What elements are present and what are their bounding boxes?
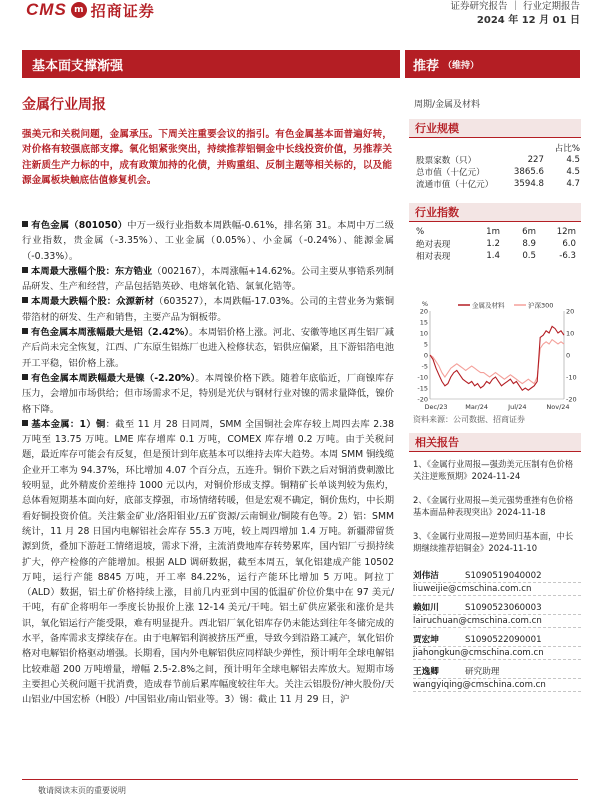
page-title: 金属行业周报 (22, 97, 106, 113)
chart-x-tick: Mar/24 (465, 403, 489, 411)
chart-series-line (430, 326, 564, 390)
chart-y-tick-left: -15 (417, 384, 428, 393)
bullet-square-icon (22, 328, 28, 334)
chart-legend-label: 沪深300 (528, 301, 554, 310)
chart-x-tick: Nov/24 (546, 403, 570, 411)
chart-y-tick-right: -10 (566, 373, 577, 382)
report-date: 2024 年 12 月 01 日 (476, 15, 580, 26)
footer-divider (22, 779, 578, 780)
analyst-email[interactable]: lairuchuan@cmschina.com.cn (413, 615, 581, 628)
logo-emblem-icon: m (71, 2, 87, 18)
rating-note: （维持） (443, 60, 480, 71)
report-type: 证券研究报告 ｜ 行业定期报告 (450, 1, 580, 12)
chart-y-tick-left: 10 (419, 329, 428, 338)
chart-y-tick-left: -20 (417, 395, 428, 404)
bullet-square-icon (22, 297, 28, 303)
index-performance-chart (412, 297, 584, 417)
section-header-scale: 行业规模 (409, 119, 581, 137)
chart-series-line (430, 340, 564, 384)
report-meta (450, 0, 580, 28)
industry-category: 周期/金属及材料 (414, 100, 481, 110)
lead-summary: 强美元和关税问题，金属承压。下周关注重要会议的指引。有色金属基本面普遍好转，对价格有较强底部支撑。氧化铝紧张突出，持续推荐铝铜金中长线投资价值，另推荐关注新质生产力标的中，成有政策加持的化债，并购重组、反制主题等相关标的，以及能源金属板块触底估值修复机会。 (22, 129, 392, 186)
analyst-email[interactable]: wangyiqing@cmschina.com.cn (413, 679, 581, 692)
table-row: 总市值（十亿元） 3865.6 4.5 (416, 167, 580, 178)
body-paragraph: 有色金属（801050）中万一级行业指数本周跌幅-0.61%，排名第 31。本周中万二级行业指数，贵金属（-3.35%）、工业金属（0.05%）、小金属（-0.24%）、能源金属（-0.33%）。 (22, 220, 394, 262)
headline-banner: 基本面支撑渐强 (22, 50, 400, 78)
chart-y-tick-right: 10 (566, 329, 575, 338)
scale-header: 占比% (554, 144, 580, 154)
body-paragraph: 本周最大涨幅个股：东方锆业（002167），本周涨幅+14.62%。公司主要从事锆系列制品研发、生产和经营，产品包括锆英砂、电熔氧化锆、氯氧化锆等。 (22, 265, 394, 293)
chart-y-tick-right: 20 (566, 307, 575, 316)
footer-disclaimer[interactable]: 敬请阅读末页的重要说明 (38, 786, 126, 795)
section-header-reports: 相关报告 (409, 433, 581, 451)
related-report-item[interactable]: 3、《金属行业周报—逆势回归基本面，中长期继续推荐铝铜金》2024-11-10 (413, 531, 574, 554)
chart-y-tick-right: -20 (566, 395, 577, 404)
index-table: % 1m 6m 12m 绝对表现 1.2 8.9 6.0 相对表现 1.4 0.5 -6.3 (413, 226, 579, 262)
analyst-block: 赖如川 S1090523060003 lairuchuan@cmschina.com.cn (413, 602, 581, 628)
analyst-block: 贾宏坤 S1090522090001 jiahongkun@cmschina.com.cn (413, 634, 581, 660)
chart-unit-label: % (421, 300, 428, 308)
related-report-item[interactable]: 1、《金属行业周报—强劲美元压制有色价格关注逆账预期》2024-11-24 (413, 459, 574, 482)
rating-label: 推荐 (413, 58, 440, 74)
section-header-index: 行业指数 (409, 203, 581, 221)
table-row: 股票家数（只） 227 4.5 (416, 155, 580, 166)
rating-banner (405, 50, 580, 78)
chart-y-tick-left: 5 (423, 340, 428, 349)
chart-y-tick-left: -5 (421, 362, 428, 371)
analyst-email[interactable]: jiahongkun@cmschina.com.cn (413, 647, 581, 660)
logo-text-en: CMS (26, 0, 67, 19)
bullet-square-icon (22, 420, 28, 426)
body-paragraph: 基本金属：1）铜：截至 11 月 28 日同周，SMM 全国铜社会库存较上周四去库 2.38 万吨至 13.75 万吨。LME 库存增库 0.1 万吨，COMEX 库存增 0.2 万吨。由于关税问题，最近库存可能会有反复，但是预计到年底基本可以维持去库大趋势。本周 SMM 铜线缆企业开工率为 94.37%，环比增加 4.07 个百分点，五连升。铜价下跌之后对铜消费刺激比较明显，此外精废价差维持 1000 元以内，对铜价形成支撑。铜精矿长单谈判较为焦灼，总体看短期基本面向好，底部支撑强，市场情绪转暖，但是宏观不确定，铜价焦灼，中长期看好铜投资价值。关注紫金矿业/洛阳钼业/五矿资源/云南铜业/铜陵有色等。2）铝：SMM 统计，11 月 28 日国内电解铝社会库存 55.3 万吨，较上周四增加 1.4 万吨。新疆滞留货源到货，叠加下游赶工情绪退坡，需求下滑，主流消费地库存转势累库，国内铝厂亏损持续扩大，停产检修的产能增加。根据 ALD 调研数据，截至本周五，氧化铝建成产能 10502 万吨，运行产能 8845 万吨，开工率 84.22%，运行产能环比增加 5 万吨。阿拉丁（ALD）数据，铝土矿价格持续上涨，目前几内亚到中国的低温矿价位价集中在 97 美元/干吨，有矿企将明年一季度长协报价上涨 12-14 美元/干吨。铝土矿供应紧张和涨价是共识，氧化铝运行产能受限，难有明显提升。西北铝厂氧化铝库存仍未能达到往年冬储完成的水平，备库需求支撑续存在。由于电解铝利润被挤压严重，导致今到沿路工减产，氧化铝价格对电解铝价格驱动增强。长期看，国内外电解铝供应同样缺少弹性，预计明年全球电解铝比较难超 200 万吨增量，增幅 2.5-2.8%之间，预计明年全球电解铝去库放大。短期市场主要担心关税问题干扰消费，造成春节前后累库幅度较往年大。关注云铝股份/神火股份/天山铝业/中国宏桥（H股）/中国铝业/南山铝业等。3）锡：截止 11 月 29 日，沪 (22, 418, 394, 706)
chart-y-tick-right: 0 (566, 351, 571, 360)
chart-source: 资料来源：公司数据、招商证券 (413, 415, 525, 424)
chart-y-tick-left: 20 (419, 307, 428, 316)
chart-y-tick-left: 15 (419, 318, 428, 327)
bullet-square-icon (22, 374, 28, 380)
scale-table (413, 142, 583, 190)
table-row: 流通市值（十亿元） 3594.8 4.7 (416, 179, 580, 190)
related-report-item[interactable]: 2、《金属行业周报—美元强势重挫有色价格基本面品种表现突出》2024-11-18 (413, 495, 574, 518)
logo-text-cn: 招商证券 (90, 1, 155, 20)
report-body (22, 218, 394, 708)
chart-y-tick-left: 0 (423, 351, 428, 360)
analyst-block: 王逸卿 研究助理 wangyiqing@cmschina.com.cn (413, 666, 581, 692)
body-paragraph: 有色金属本周跌幅最大是镍（-2.20%）。本周镍价格下跌。随着年底临近，厂商镍库存压力，会增加市场供给；但市场需求不足，特别是光伏与钢材行业对镍的需求量降低，镍价格下降。 (22, 372, 394, 415)
bullet-square-icon (22, 267, 28, 273)
company-logo (26, 0, 155, 20)
table-row: 绝对表现 1.2 8.9 6.0 (416, 239, 576, 250)
bullet-square-icon (22, 221, 28, 227)
analyst-block: 刘伟洁 S1090519040002 liuweijie@cmschina.com.cn (413, 570, 581, 596)
chart-x-tick: Jul/24 (508, 403, 527, 411)
analyst-email[interactable]: liuweijie@cmschina.com.cn (413, 583, 581, 596)
chart-x-tick: Dec/23 (424, 403, 448, 411)
chart-y-tick-left: -10 (417, 373, 428, 382)
body-paragraph: 有色金属本周涨幅最大是铝（2.42%）。本周铝价格上涨。河北、安徽等地区再生铝厂减产后尚未完全恢复，江西、广东原生铝炼厂也进入检修状态，铝供应偏紧，且下游铝箔电池开工平稳，铝价格上涨。 (22, 327, 394, 369)
body-paragraph: 本周最大跌幅个股：众源新材（603527），本周跌幅-17.03%。公司的主营业务为紫铜带箔材的研发、生产和销售，主要产品为铜板带。 (22, 296, 394, 323)
table-row: 相对表现 1.4 0.5 -6.3 (416, 251, 576, 262)
chart-legend-label: 金属及材料 (472, 301, 505, 310)
